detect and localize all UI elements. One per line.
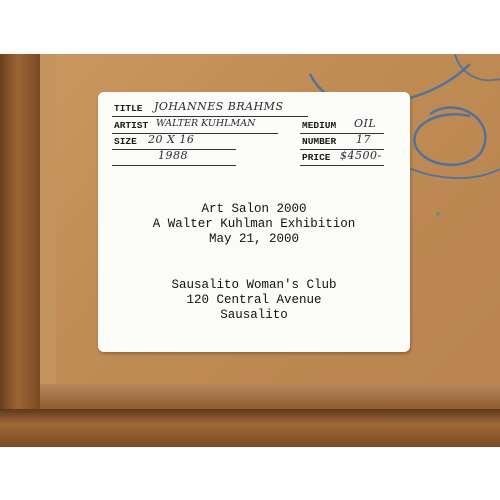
artist-value: WALTER KUHLMAN [156, 118, 256, 129]
number-label: NUMBER [302, 136, 337, 147]
venue-line-3: Sausalito [220, 308, 288, 322]
artist-underline [112, 133, 278, 134]
frame-bottom-side [0, 409, 500, 447]
price-label: PRICE [302, 152, 331, 163]
artist-label: ARTIST [114, 120, 149, 131]
board-speck [436, 212, 440, 216]
artist-row [112, 119, 278, 134]
size-row [112, 135, 236, 150]
title-value: JOHANNES BRAHMS [154, 100, 284, 113]
inner-frame-rail [40, 384, 500, 409]
price-underline [300, 165, 384, 166]
event-line-1: Art Salon 2000 [201, 202, 307, 216]
title-label: TITLE [114, 103, 143, 114]
photo [0, 54, 500, 447]
year-value: 1988 [158, 149, 188, 162]
price-row [300, 151, 384, 166]
gallery-label [98, 92, 410, 352]
number-value: 17 [356, 133, 371, 146]
year-underline [112, 165, 236, 166]
number-row [300, 135, 384, 150]
medium-label: MEDIUM [302, 120, 337, 131]
size-value: 20 X 16 [148, 133, 195, 146]
medium-value: OIL [354, 117, 377, 130]
title-row [112, 102, 308, 117]
medium-underline [300, 133, 384, 134]
event-line-3: May 21, 2000 [208, 232, 299, 246]
size-label: SIZE [114, 136, 137, 147]
price-value: $4500- [340, 149, 382, 162]
frame-left-side [0, 54, 40, 447]
medium-row [300, 119, 384, 134]
venue-line-1: Sausalito Woman's Club [171, 278, 337, 292]
event-line-2: A Walter Kuhlman Exhibition [152, 217, 356, 231]
venue-line-2: 120 Central Avenue [186, 293, 322, 307]
year-row [112, 151, 236, 166]
